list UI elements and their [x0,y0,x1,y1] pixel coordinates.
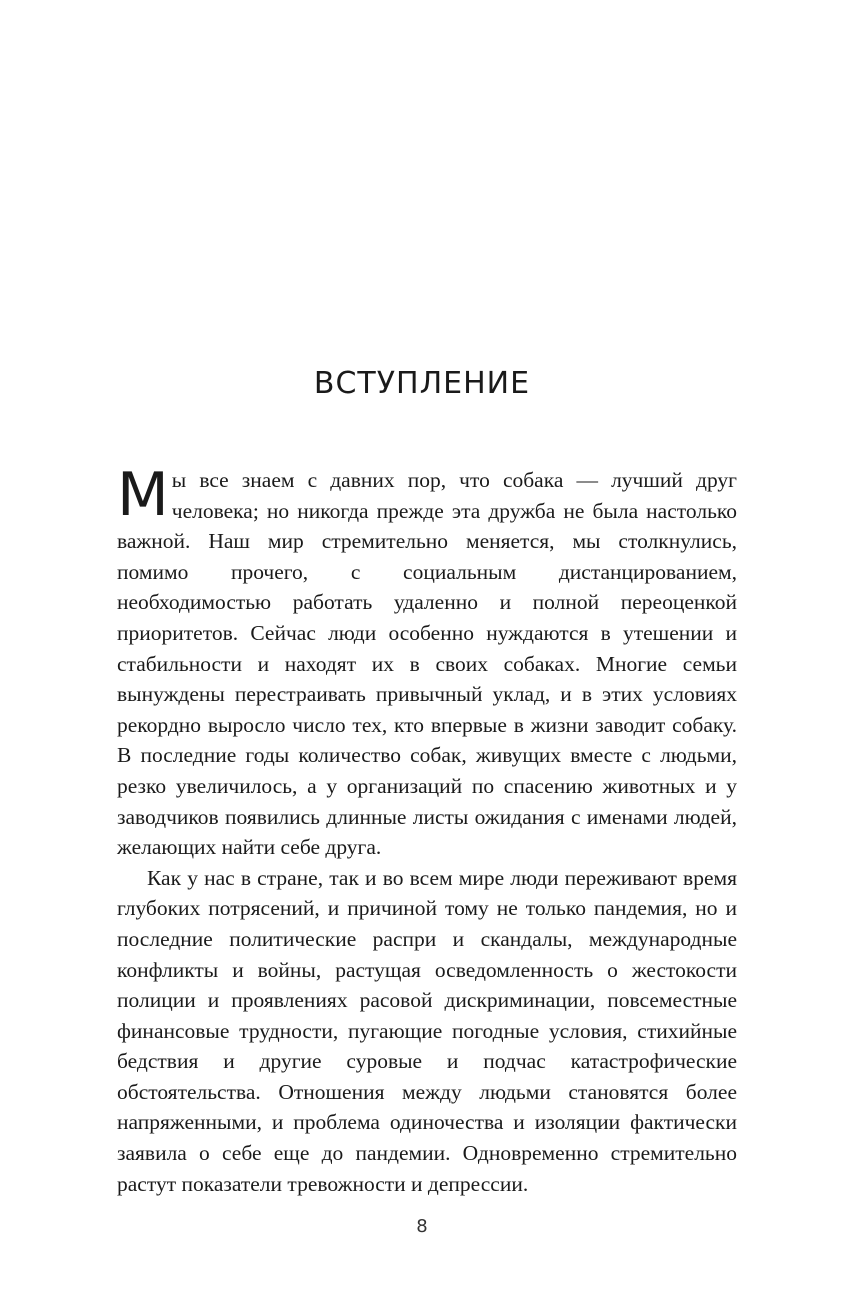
paragraph-1 [117,460,737,863]
paragraph-2: Как у нас в стране, так и во всем мире люди переживают время глубоких потрясений, и причиной тому не только пандемия, но и последние политические распри и скандалы, международные конфликты и войны, растущая осведомленность о жестокости полиции и проявлениях расовой дискриминации, повсеместные финансовые трудности, пугающие погодные условия, стихийные бедствия и другие суровые и подчас катастрофические обстоятельства. Отношения между людьми становятся более напряженными, и проблема одиночества и изоляции фактически заявила о себе еще до пандемии. Одновременно стремительно растут показатели тревожности и депрессии. [117,865,737,1196]
page-number: 8 [416,1216,428,1237]
paragraph-1-text: ы все знаем с давних пор, что собака — лучший друг человека; но никогда прежде эта дружба не была настолько важной. Наш мир стремительно меняется, мы столкнулись, помимо прочего, с социальным дистанцированием, необходимостью работать удаленно и полной переоценкой приоритетов. Сейчас люди особенно нуждаются в утешении и стабильности и находят их в своих собаках. Многие семьи вынуждены перестраивать привычный уклад, и в этих условиях рекордно выросло число тех, кто впервые в жизни заводит собаку. В последние годы количество собак, живущих вместе с людьми, резко увеличилось, а у организаций по спасению животных и у заводчиков появились длинные листы ожидания с именами людей, желающих найти себе друга. [117,468,737,860]
chapter-body [117,460,737,1199]
drop-cap: М [117,460,169,530]
chapter-title: ВСТУПЛЕНИЕ [313,366,531,401]
